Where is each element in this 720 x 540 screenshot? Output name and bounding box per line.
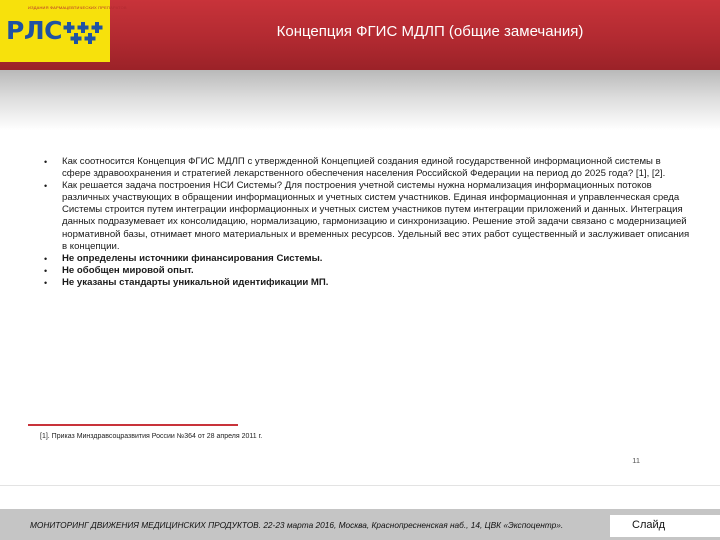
bullet-text: Не обобщен мировой опыт. [62,264,194,276]
bottom-divider [0,485,720,486]
logo-text: РЛС [6,16,62,45]
page-number: 11 [632,456,640,465]
slide-label [610,515,720,537]
footnote: [1]. Приказ Минздравсоцразвития России №364 от 28 апреля 2011 г. [40,433,263,440]
slide-label-text: Слайд [632,519,666,531]
bullet-item [62,180,692,253]
footnote-divider [28,424,238,426]
bullet-text: Как соотносится Концепция ФГИС МДЛП с утвержденной Концепцией создания единой государственной информационной системы в сфере здравоохранения и стратегией лекарственного обеспечения населения Российской Федерации на период до 2025 года? [1], [2]. [62,156,666,180]
bullet-list [42,156,692,289]
bullet-item [62,253,692,265]
bullet-item [62,265,692,277]
slide-title: Концепция ФГИС МДЛП (общие замечания) [276,23,584,40]
bullet-item [62,156,692,180]
bullet-item [62,277,692,289]
rls-logo [0,0,127,62]
header-shadow [0,70,720,130]
slide-content [42,156,692,289]
bullet-text: Не определены источники финансирования Системы. [62,252,323,264]
logo-top-text: ИЗДАНИЯ ФАРМАЦЕВТИЧЕСКИХ ПРЕПАРАТОВ [28,5,127,10]
footer-text: МОНИТОРИНГ ДВИЖЕНИЯ МЕДИЦИНСКИХ ПРОДУКТОВ. 22-23 марта 2016, Москва, Краснопресненская наб., 14, ЦВК «Экспоцентр». [30,520,564,530]
crosses-icon [62,20,108,46]
footer-bar [0,509,720,540]
bullet-text: Как решается задача построения НСИ Системы? Для построения учетной системы нужна нормализация информационных потоков различных участвующих в обращении информационных и учетных систем участников. Единая информационная и управленческая среда Системы строится путем интеграции информационных и учетных систем участников путем интеграции приложений и данных. Интеграция данных подразумевает их консолидацию, нормализацию, гармонизацию и синхронизацию. Решение этой задачи связано с модернизацией нормативной базы, отнимает много материальных и временных ресурсов. Удельный вес этих работ существенный и заслуживает описания в концепции. [62,180,690,252]
bullet-text: Не указаны стандарты уникальной идентификации МП. [62,276,329,288]
